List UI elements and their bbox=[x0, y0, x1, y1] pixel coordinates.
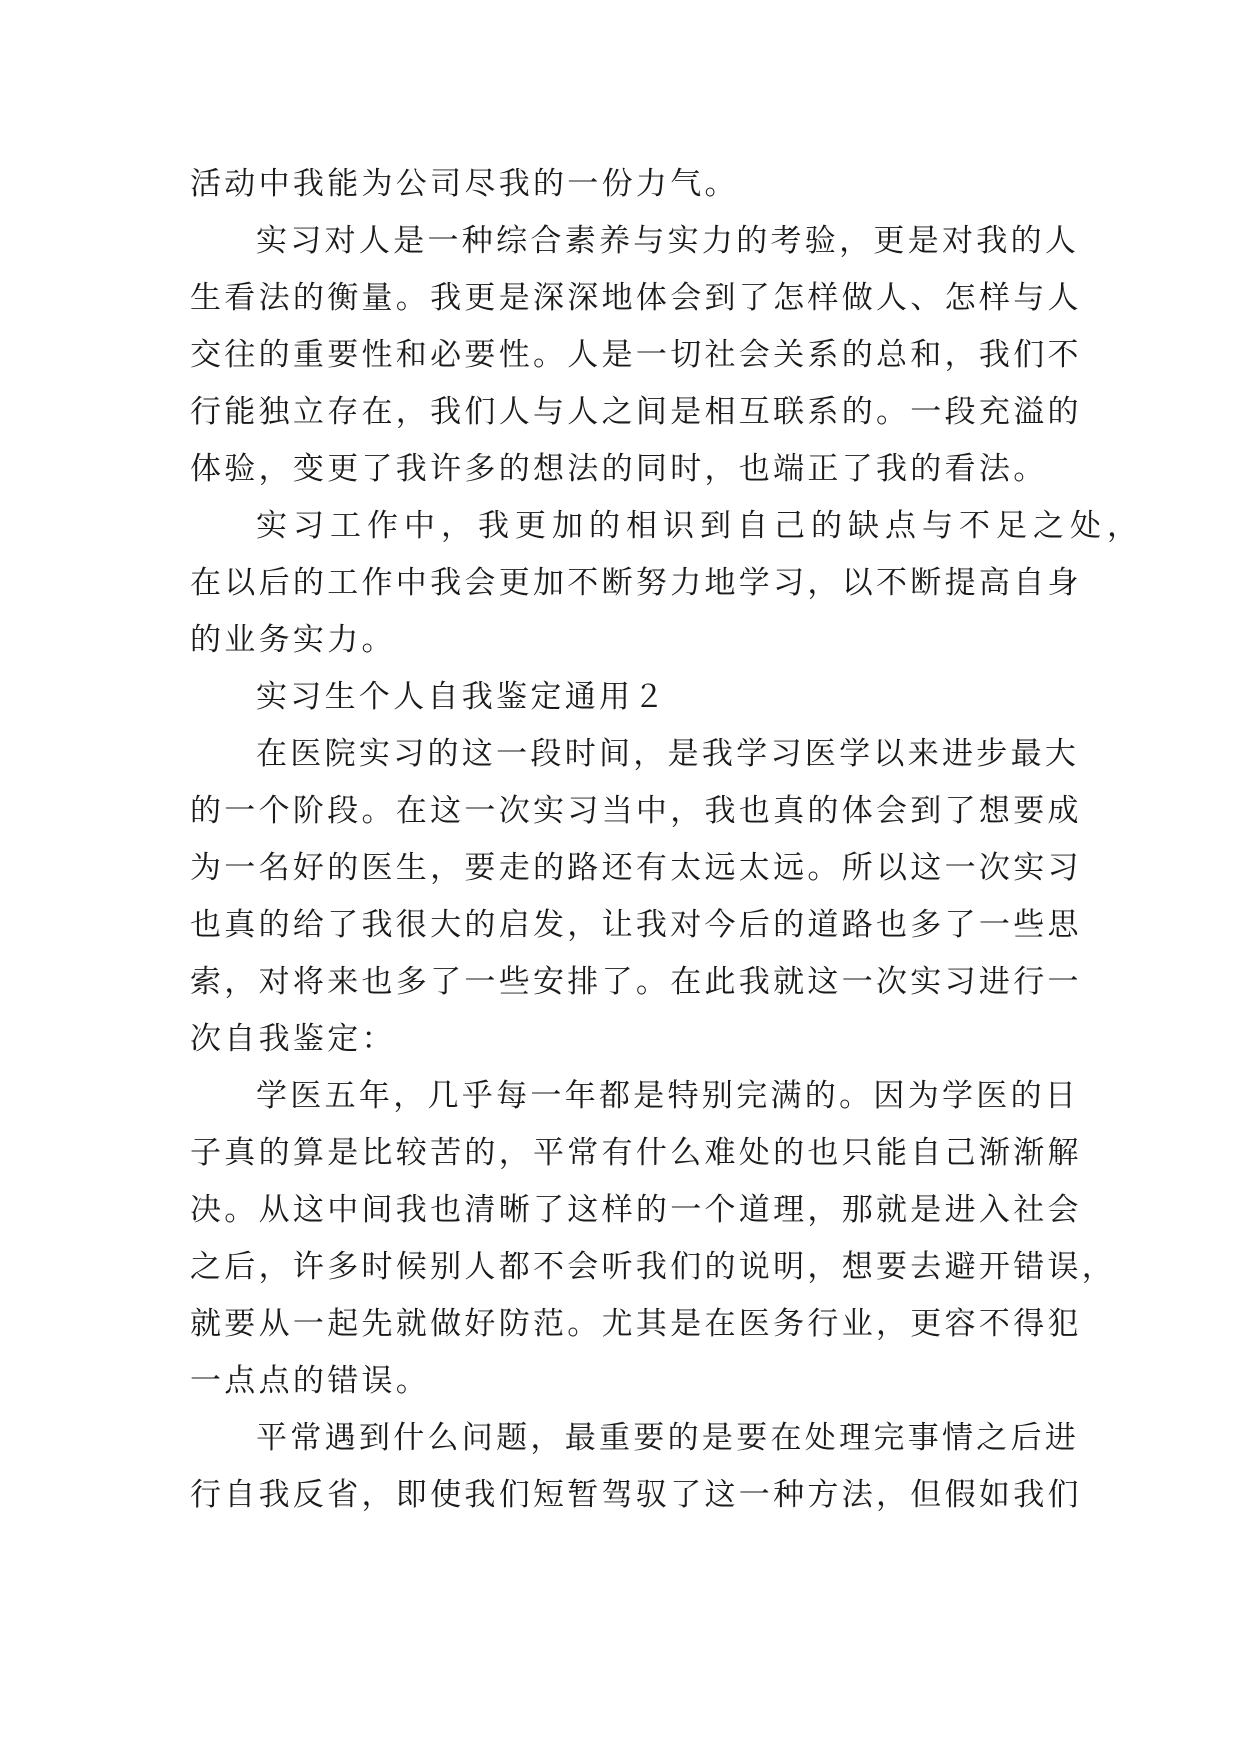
text-line: 活动中我能为公司尽我的一份力气。 bbox=[190, 166, 739, 202]
text-line: 的一个阶段。在这一次实习当中，我也真的体会到了想要成 bbox=[190, 793, 1082, 829]
paragraph-start-line: 实习工作中，我更加的相识到自己的缺点与不足之处， bbox=[256, 508, 1144, 544]
text-line: 也真的给了我很大的启发，让我对今后的道路也多了一些思 bbox=[190, 907, 1082, 943]
text-line: 索，对将来也多了一些安排了。在此我就这一次实习进行一 bbox=[190, 964, 1082, 1000]
paragraph-start-line: 在医院实习的这一段时间，是我学习医学以来进步最大 bbox=[256, 736, 1080, 772]
text-line: 为一名好的医生，要走的路还有太远太远。所以这一次实习 bbox=[190, 850, 1082, 886]
paragraph-start-line: 平常遇到什么问题，最重要的是要在处理完事情之后进 bbox=[256, 1420, 1080, 1456]
document-body bbox=[190, 156, 1144, 1524]
text-line: 之后，许多时候别人都不会听我们的说明，想要去避开错误， bbox=[190, 1249, 1117, 1285]
text-line: 体验，变更了我许多的想法的同时，也端正了我的看法。 bbox=[190, 451, 1048, 487]
paragraph-start-line: 实习对人是一种综合素养与实力的考验，更是对我的人 bbox=[256, 223, 1080, 259]
paragraph-start-line: 学医五年，几乎每一年都是特别完满的。因为学医的日 bbox=[256, 1078, 1080, 1114]
text-line: 行能独立存在，我们人与人之间是相互联系的。一段充溢的 bbox=[190, 394, 1082, 430]
text-line: 子真的算是比较苦的，平常有什么难处的也只能自己渐渐解 bbox=[190, 1135, 1082, 1171]
section-heading: 实习生个人自我鉴定通用２ bbox=[256, 679, 668, 715]
text-line: 就要从一起先就做好防范。尤其是在医务行业，更容不得犯 bbox=[190, 1306, 1082, 1342]
text-line: 次自我鉴定： bbox=[190, 1021, 396, 1057]
text-line: 决。从这中间我也清晰了这样的一个道理，那就是进入社会 bbox=[190, 1192, 1082, 1228]
text-line: 生看法的衡量。我更是深深地体会到了怎样做人、怎样与人 bbox=[190, 280, 1082, 316]
text-line: 交往的重要性和必要性。人是一切社会关系的总和，我们不 bbox=[190, 337, 1082, 373]
text-line: 在以后的工作中我会更加不断努力地学习，以不断提高自身 bbox=[190, 565, 1082, 601]
text-line: 一点点的错误。 bbox=[190, 1363, 431, 1399]
text-line: 行自我反省，即使我们短暂驾驭了这一种方法，但假如我们 bbox=[190, 1477, 1082, 1513]
text-line: 的业务实力。 bbox=[190, 622, 396, 658]
